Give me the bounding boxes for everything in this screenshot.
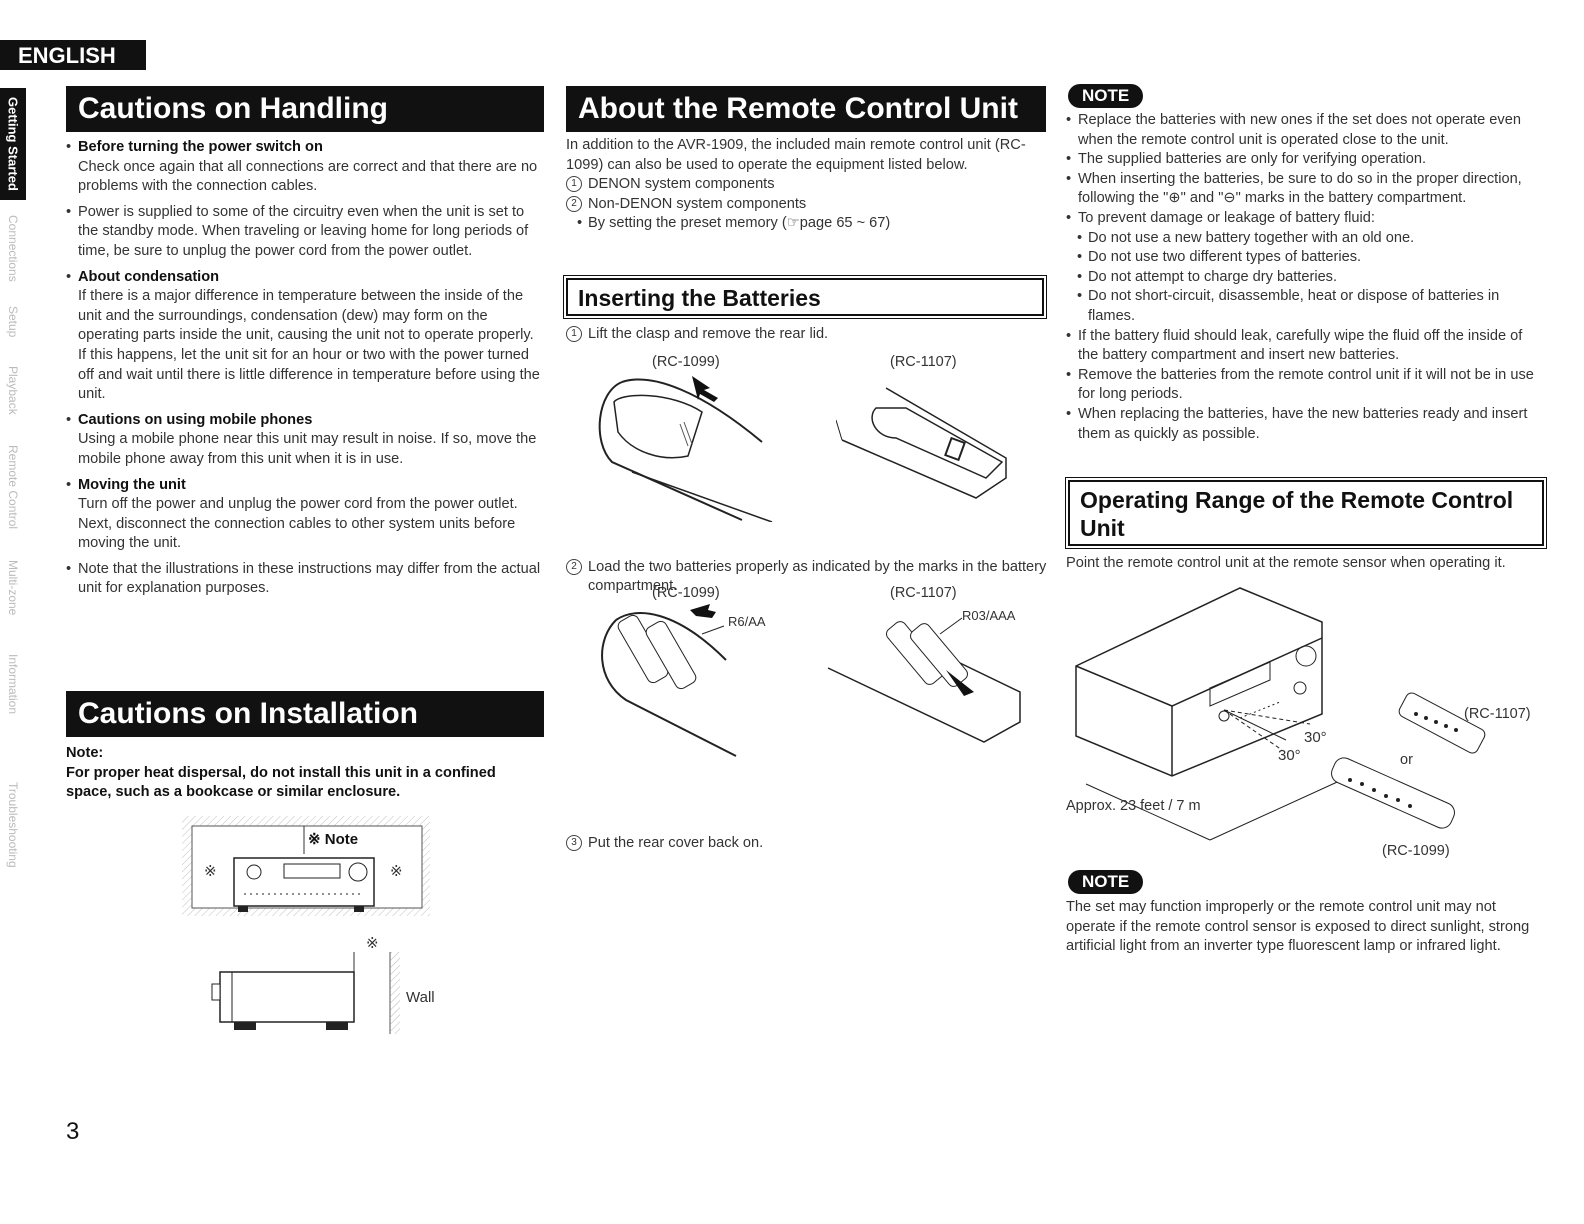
handling-list: [66, 138, 544, 605]
distance-label: Approx. 23 feet / 7 m: [1066, 798, 1201, 814]
note-sub-item: • Do not attempt to charge dry batteries.: [1066, 268, 1546, 288]
remote-list-text: Non-DENON system components: [588, 195, 807, 212]
handling-item: [66, 476, 544, 554]
note-sub-item: • Do not use two different types of batteries.: [1066, 248, 1546, 268]
side-tab-getting-started[interactable]: Getting Started: [0, 88, 26, 200]
note-item: • When replacing the batteries, have the new batteries ready and insert them as quickly as possible.: [1066, 405, 1546, 444]
handling-item: [66, 411, 544, 470]
step-number: 2: [566, 196, 582, 212]
clearance-mark-top: ※: [366, 935, 379, 952]
remote-rc1107-lid-illustration: [836, 378, 1016, 508]
page-number: 3: [66, 1118, 80, 1145]
distance-line: [1210, 778, 1346, 840]
wall-label: Wall: [406, 989, 435, 1006]
handling-item-body: • Power is supplied to some of the circuitry even when the unit is set to the standby mode. When traveling or leaving home for long periods of time, be sure to unplug the power cord from the power outlet.: [78, 203, 529, 259]
angle-label-lower: 30°: [1278, 747, 1301, 764]
step-number: 2: [566, 559, 582, 575]
range-intro: Point the remote control unit at the remote sensor when operating it.: [1066, 555, 1506, 571]
handling-item: [66, 138, 544, 197]
handling-item-title: Cautions on using mobile phones: [78, 411, 313, 428]
handling-item-title: Before turning the power switch on: [78, 139, 323, 155]
battery-step-2: [566, 558, 1068, 597]
model-label-rc1099: (RC-1099): [1382, 843, 1450, 859]
handling-item-body: Check once again that all connections are correct and that there are no problems with the connection cables.: [78, 158, 538, 195]
remote-list-item: [566, 175, 1046, 195]
model-label-rc1099: (RC-1099): [652, 354, 720, 370]
range-heading: Operating Range of the Remote Control Unit: [1068, 480, 1544, 546]
remote-rc1107-illustration: [1397, 691, 1487, 755]
installation-diagram: [178, 812, 438, 1042]
note-list: [1066, 111, 1546, 444]
side-tab-strip: [0, 88, 34, 928]
side-tab-playback[interactable]: Playback: [6, 365, 20, 415]
handling-item-body: • Note that the illustrations in these instructions may differ from the actual unit for explanation purposes.: [78, 560, 541, 597]
side-tab-connections[interactable]: Connections: [6, 214, 20, 282]
receiver-side-view: [212, 972, 354, 1030]
batteries-heading: Inserting the Batteries: [566, 278, 1044, 316]
handling-item-title: Moving the unit: [78, 476, 186, 493]
handling-item-body: Using a mobile phone near this unit may result in noise. If so, move the mobile phone away from this unit when it is in use.: [78, 431, 537, 467]
clearance-mark-right: ※: [390, 863, 403, 880]
model-label-rc1099: (RC-1099): [652, 585, 720, 601]
diagram-note-label: ※ Note: [308, 831, 359, 848]
receiver-front-view: [234, 858, 374, 912]
note-text: The set may function improperly or the remote control unit may not operate if the remote control sensor is exposed to direct sunlight, strong artificial light from an inverter type fluorescent lamp or infrared light.: [1066, 899, 1530, 955]
remote-list-text: DENON system components: [588, 176, 775, 193]
battery-step-3: [566, 834, 1068, 854]
note-badge: NOTE: [1068, 870, 1143, 894]
note-sub-item: • Do not use a new battery together with an old one.: [1066, 229, 1546, 249]
installation-heading: Cautions on Installation: [66, 691, 544, 737]
handling-item-body: Next, disconnect the connection cables to other system units before moving the unit.: [78, 515, 516, 552]
model-label-rc1107: (RC-1107): [890, 585, 957, 601]
step-number: 1: [566, 176, 582, 192]
handling-item: [66, 268, 544, 405]
language-tag: ENGLISH: [0, 40, 146, 70]
installation-note-label: Note:: [66, 745, 104, 761]
battery-step-1: [566, 325, 1068, 345]
model-label-rc1107: (RC-1107): [1464, 706, 1531, 722]
remote-intro-block: [566, 136, 1046, 234]
remote-rc1107-battery-illustration: [824, 612, 1024, 752]
side-tab-multi-zone[interactable]: Multi-zone: [6, 560, 20, 616]
side-tab-remote-control[interactable]: Remote Control: [6, 444, 20, 530]
remote-intro: In addition to the AVR-1909, the included main remote control unit (RC-1099) can also be used to operate the equipment listed below.: [566, 137, 1026, 173]
note-item: • When inserting the batteries, be sure to do so in the proper direction, following the "⊕" and "⊖" marks in the battery compartment.: [1066, 170, 1546, 209]
handling-item-title: About condensation: [78, 268, 220, 285]
side-tab-troubleshooting[interactable]: Troubleshooting: [6, 782, 20, 868]
step-text: Put the rear cover back on.: [588, 834, 764, 851]
remote-heading: About the Remote Control Unit: [566, 86, 1046, 132]
handling-item: [66, 203, 544, 262]
remote-rc1099-illustration: [1328, 755, 1457, 832]
model-label-rc1107: (RC-1107): [890, 354, 957, 370]
handling-item: [66, 560, 544, 599]
clearance-mark-left: ※: [204, 863, 217, 880]
battery-type-aaa: R03/AAA: [962, 608, 1016, 623]
or-label: or: [1400, 752, 1413, 768]
remote-rc1099-lid-illustration: [592, 372, 782, 522]
remote-rc1099-battery-illustration: [596, 600, 756, 760]
step-number: 3: [566, 835, 582, 851]
note-sub-item: • Do not short-circuit, disassemble, heat or dispose of batteries in flames.: [1066, 287, 1546, 326]
note-item: • Remove the batteries from the remote control unit if it will not be in use for long periods.: [1066, 366, 1546, 405]
step-text: Load the two batteries properly as indicated by the marks in the battery compartment.: [588, 558, 1047, 595]
battery-type-aa: R6/AA: [728, 614, 766, 629]
note-item: • Replace the batteries with new ones if the set does not operate even when the remote control unit is operated close to the unit.: [1066, 111, 1546, 150]
handling-item-body: Turn off the power and unplug the power cord from the power outlet.: [78, 496, 518, 513]
step-number: 1: [566, 326, 582, 342]
note-badge: NOTE: [1068, 84, 1143, 108]
side-tab-setup[interactable]: Setup: [6, 306, 20, 338]
note-item: • To prevent damage or leakage of battery fluid:: [1066, 209, 1546, 229]
handling-item-body: If this happens, let the unit sit for an hour or two with the power turned off and wait until there is little difference in temperature before using the unit.: [78, 346, 540, 403]
wall-hatch: [390, 952, 400, 1034]
remote-sub-item: • By setting the preset memory (☞page 65 ~ 67): [566, 214, 1046, 234]
handling-item-body: If there is a major difference in temperature between the inside of the unit and the surroundings, condensation (dew) may form on the operating parts inside the unit, causing the unit not to operate properly.: [78, 288, 534, 344]
installation-note-text: For proper heat dispersal, do not install this unit in a confined space, such as a bookcase or similar enclosure.: [66, 764, 496, 801]
step-text: Lift the clasp and remove the rear lid.: [588, 326, 829, 342]
remote-list-item: [566, 195, 1046, 215]
note-item: • If the battery fluid should leak, carefully wipe the fluid off the inside of the battery compartment and insert new batteries.: [1066, 327, 1546, 366]
handling-heading: Cautions on Handling: [66, 86, 544, 132]
side-tab-information[interactable]: Information: [6, 653, 20, 715]
note-item: • The supplied batteries are only for verifying operation.: [1066, 150, 1546, 170]
angle-label-upper: 30°: [1304, 729, 1327, 746]
installation-note: [66, 744, 544, 803]
